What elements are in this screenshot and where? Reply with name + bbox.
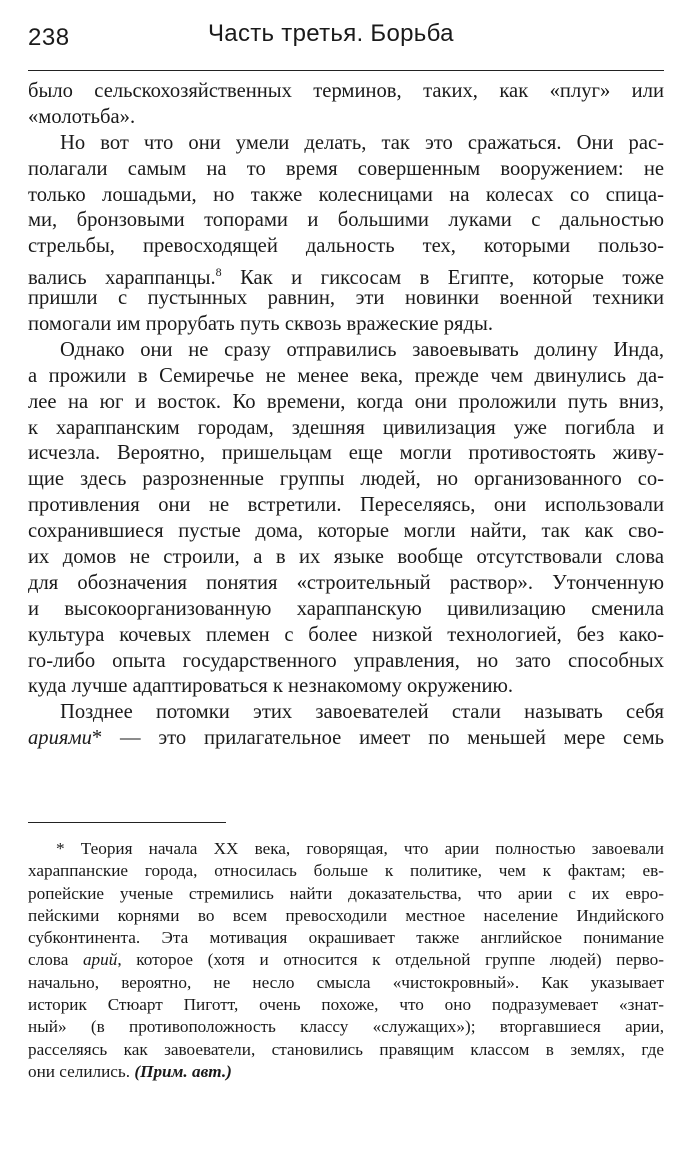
text-line: для обозначения понятия «строительный раствор». Утонченную <box>28 571 664 594</box>
text-fragment: слова <box>28 950 83 970</box>
italic-term: ариями <box>28 727 92 750</box>
footnote-line: начально, вероятно, не несло смысла «чистокровный». Как указывает <box>28 972 664 992</box>
text-line: культура кочевых племен с более низкой технологией, без како- <box>28 623 664 646</box>
text-line: «молотьба». <box>28 105 136 128</box>
text-line: исчезла. Вероятно, пришельцам еще могли противостоять живу- <box>28 442 664 465</box>
text-fragment: Как и гиксосам в Египте, которые тоже <box>240 267 664 290</box>
main-text <box>28 79 664 752</box>
text-line: было сельскохозяйственных терминов, таких, как «плуг» или <box>28 80 664 102</box>
text-fragment: , которое (хотя и относится к отдельной группе людей) перво- <box>117 950 664 970</box>
header-rule <box>28 70 664 71</box>
text-line: ми, бронзовыми топорами и большими луками с дальностью <box>28 209 664 232</box>
text-line: Позднее потомки этих завоевателей стали называть себя <box>60 701 664 724</box>
author-note-label: (Прим. авт.) <box>134 1061 232 1081</box>
footnote-line: хараппанские города, относилась больше к политике, чем к фактам; ев- <box>28 861 664 881</box>
footnote-line: историк Стюарт Пиготт, очень похоже, что оно подразумевает «знат- <box>28 995 664 1015</box>
page-header <box>28 18 664 60</box>
footnote <box>28 838 664 1083</box>
footnote-line: * Теория начала XX века, говорящая, что арии полностью завоевали <box>56 839 664 858</box>
text-line: стрельбы, превосходящей дальность тех, которыми пользо- <box>28 235 664 258</box>
text-line: Однако они не сразу отправились завоевывать долину Инда, <box>60 338 664 361</box>
text-line: Но вот что они умели делать, так это сражаться. Они рас- <box>60 131 664 154</box>
text-line <box>28 726 664 752</box>
text-line: помогали им прорубать путь сквозь вражеские ряды. <box>28 313 493 336</box>
page-number: 238 <box>28 24 70 51</box>
footnote-line: субконтинента. Эта мотивация окрашивает также английское понимание <box>28 928 664 948</box>
text-line <box>28 260 664 290</box>
text-line: их домов не строили, а в их языке вообще отсутствовали слова <box>28 546 664 569</box>
text-line: к хараппанским городам, здешняя цивилизация уже погибла и <box>28 416 664 439</box>
footnote-rule <box>28 822 226 823</box>
text-line: противления они не встретили. Переселяясь, они использовали <box>28 494 664 517</box>
footnote-line <box>28 949 664 971</box>
footnote-line <box>28 1061 664 1083</box>
italic-term: арий <box>82 950 118 970</box>
text-line: щие здесь разрозненные группы людей, но организованного со- <box>28 468 664 491</box>
footnote-line: расселяясь как завоеватели, становились правящим классом в землях, где <box>28 1039 664 1059</box>
footnote-line: ропейские ученые стремились найти доказательства, что арии с их евро- <box>28 883 664 903</box>
text-line: только лошадьми, но также колесницами на колесах со спица- <box>28 183 664 206</box>
text-line: сохранившиеся пустые дома, которые могли найти, так как сво- <box>28 520 664 543</box>
text-line: го-либо опыта государственного управления, но зато способных <box>28 649 664 672</box>
footnote-line: пейскими корнями во всем превосходили местное население Индийского <box>28 905 664 925</box>
text-line: полагали самым на то время совершенным вооружением: не <box>28 157 664 180</box>
footnote-marker: 8 <box>215 265 222 280</box>
text-fragment: они селились. <box>28 1061 135 1081</box>
running-title: Часть третья. Борьба <box>208 20 454 47</box>
text-line: а прожили в Семиречье не менее века, прежде чем двинулись да- <box>28 364 664 387</box>
text-line: лее на юг и восток. Ко времени, когда они проложили путь вниз, <box>28 390 664 413</box>
text-fragment: вались хараппанцы. <box>28 267 216 290</box>
text-line: куда лучше адаптироваться к незнакомому окружению. <box>28 675 514 698</box>
text-line: и высокоорганизованную хараппанскую цивилизацию сменила <box>28 597 664 620</box>
text-line: пришли с пустынных равнин, эти новинки военной техники <box>28 287 664 310</box>
footnote-line: ный» (в противоположность классу «служащих»); вторгавшиеся арии, <box>28 1017 664 1037</box>
text-fragment: * — это прилагательное имеет по меньшей мере семь <box>91 727 664 750</box>
